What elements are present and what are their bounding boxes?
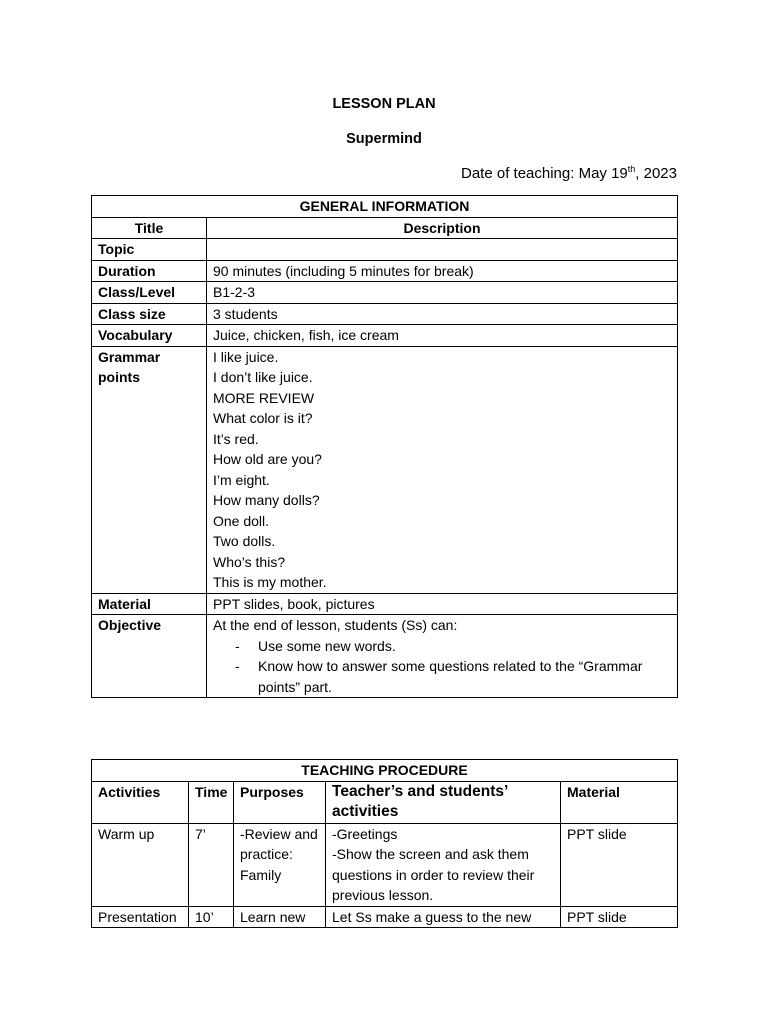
material-cell: PPT slide [561,906,678,928]
objective-item: - Use some new words. [213,636,671,657]
grammar-point: MORE REVIEW [213,389,315,406]
row-label: Class/Level [92,282,207,304]
activity-cell: Warm up [92,823,189,906]
activity-cell: Presentation [92,906,189,928]
column-header-activities: Activities [92,781,189,823]
row-label: Topic [92,239,207,261]
table-row [92,325,678,347]
objective-list [213,636,671,698]
column-header-purposes: Purposes [234,781,326,823]
table-row [92,823,678,906]
row-value [207,239,678,261]
grammar-point: It’s red. [213,430,259,447]
grammar-points-list [207,346,678,593]
document-title: LESSON PLAN [332,96,436,112]
material-cell: PPT slide [561,823,678,906]
purpose-cell: -Review and practice: Family [234,823,326,906]
teaching-procedure-table [91,759,678,928]
table-row [92,303,678,325]
table-row [92,615,678,698]
row-value: PPT slides, book, pictures [207,593,678,615]
activities-cell [326,823,561,906]
objective-content [207,615,678,698]
table-row [92,260,678,282]
grammar-point: How old are you? [213,451,322,467]
activities-cell [326,906,561,928]
date-prefix: Date of teaching: May 19 [461,165,628,182]
activity-step: -Show the screen and ask them questions in order to review their previous lesson. [332,846,535,903]
column-header-material: Material [561,781,678,823]
row-label: Material [92,593,207,615]
date-suffix: , 2023 [635,165,677,182]
column-header-title: Title [92,217,207,239]
grammar-label-line-2: points [98,369,140,385]
grammar-point: Two dolls. [213,533,276,549]
time-cell: 10’ [189,906,234,928]
column-header-description: Description [207,217,678,239]
table-row [92,239,678,261]
objective-item: - Know how to answer some questions related to the “Grammar points” part. [213,656,671,697]
objective-intro: At the end of lesson, students (Ss) can: [213,617,458,633]
grammar-label-line-1: Grammar [98,348,161,365]
row-label: Vocabulary [92,325,207,347]
table-row [92,282,678,304]
general-information-table [91,195,678,698]
teaching-procedure-caption: TEACHING PROCEDURE [92,760,678,782]
grammar-point: Who’s this? [213,553,286,570]
grammar-point: I don’t like juice. [213,369,313,385]
grammar-point: One doll. [213,512,270,529]
grammar-point: I like juice. [213,348,279,365]
column-header-time: Time [189,781,234,823]
grammar-point: This is my mother. [213,574,327,590]
row-value: 90 minutes (including 5 minutes for break) [207,260,678,282]
row-label: Class size [92,303,207,325]
date-ordinal: th [627,164,636,174]
general-information-caption: GENERAL INFORMATION [92,196,678,218]
grammar-point: How many dolls? [213,492,320,508]
objective-label: Objective [92,615,207,698]
table-row [92,906,678,928]
grammar-point: What color is it? [213,410,313,426]
activity-step: -Greetings [332,825,398,842]
row-value: Juice, chicken, fish, ice cream [207,325,678,347]
row-value: 3 students [207,303,678,325]
activity-step: Let Ss make a guess to the new [332,908,532,925]
row-value: B1-2-3 [207,282,678,304]
purpose-cell: Learn new [234,906,326,928]
column-header-teacher-students-activities: Teacher’s and students’ activities [326,781,561,823]
grammar-points-label [92,346,207,593]
teaching-date [461,164,677,182]
table-row [92,593,678,615]
document-subtitle: Supermind [346,131,422,147]
time-cell: 7’ [189,823,234,906]
grammar-point: I’m eight. [213,471,270,488]
table-row [92,346,678,593]
row-label: Duration [92,260,207,282]
